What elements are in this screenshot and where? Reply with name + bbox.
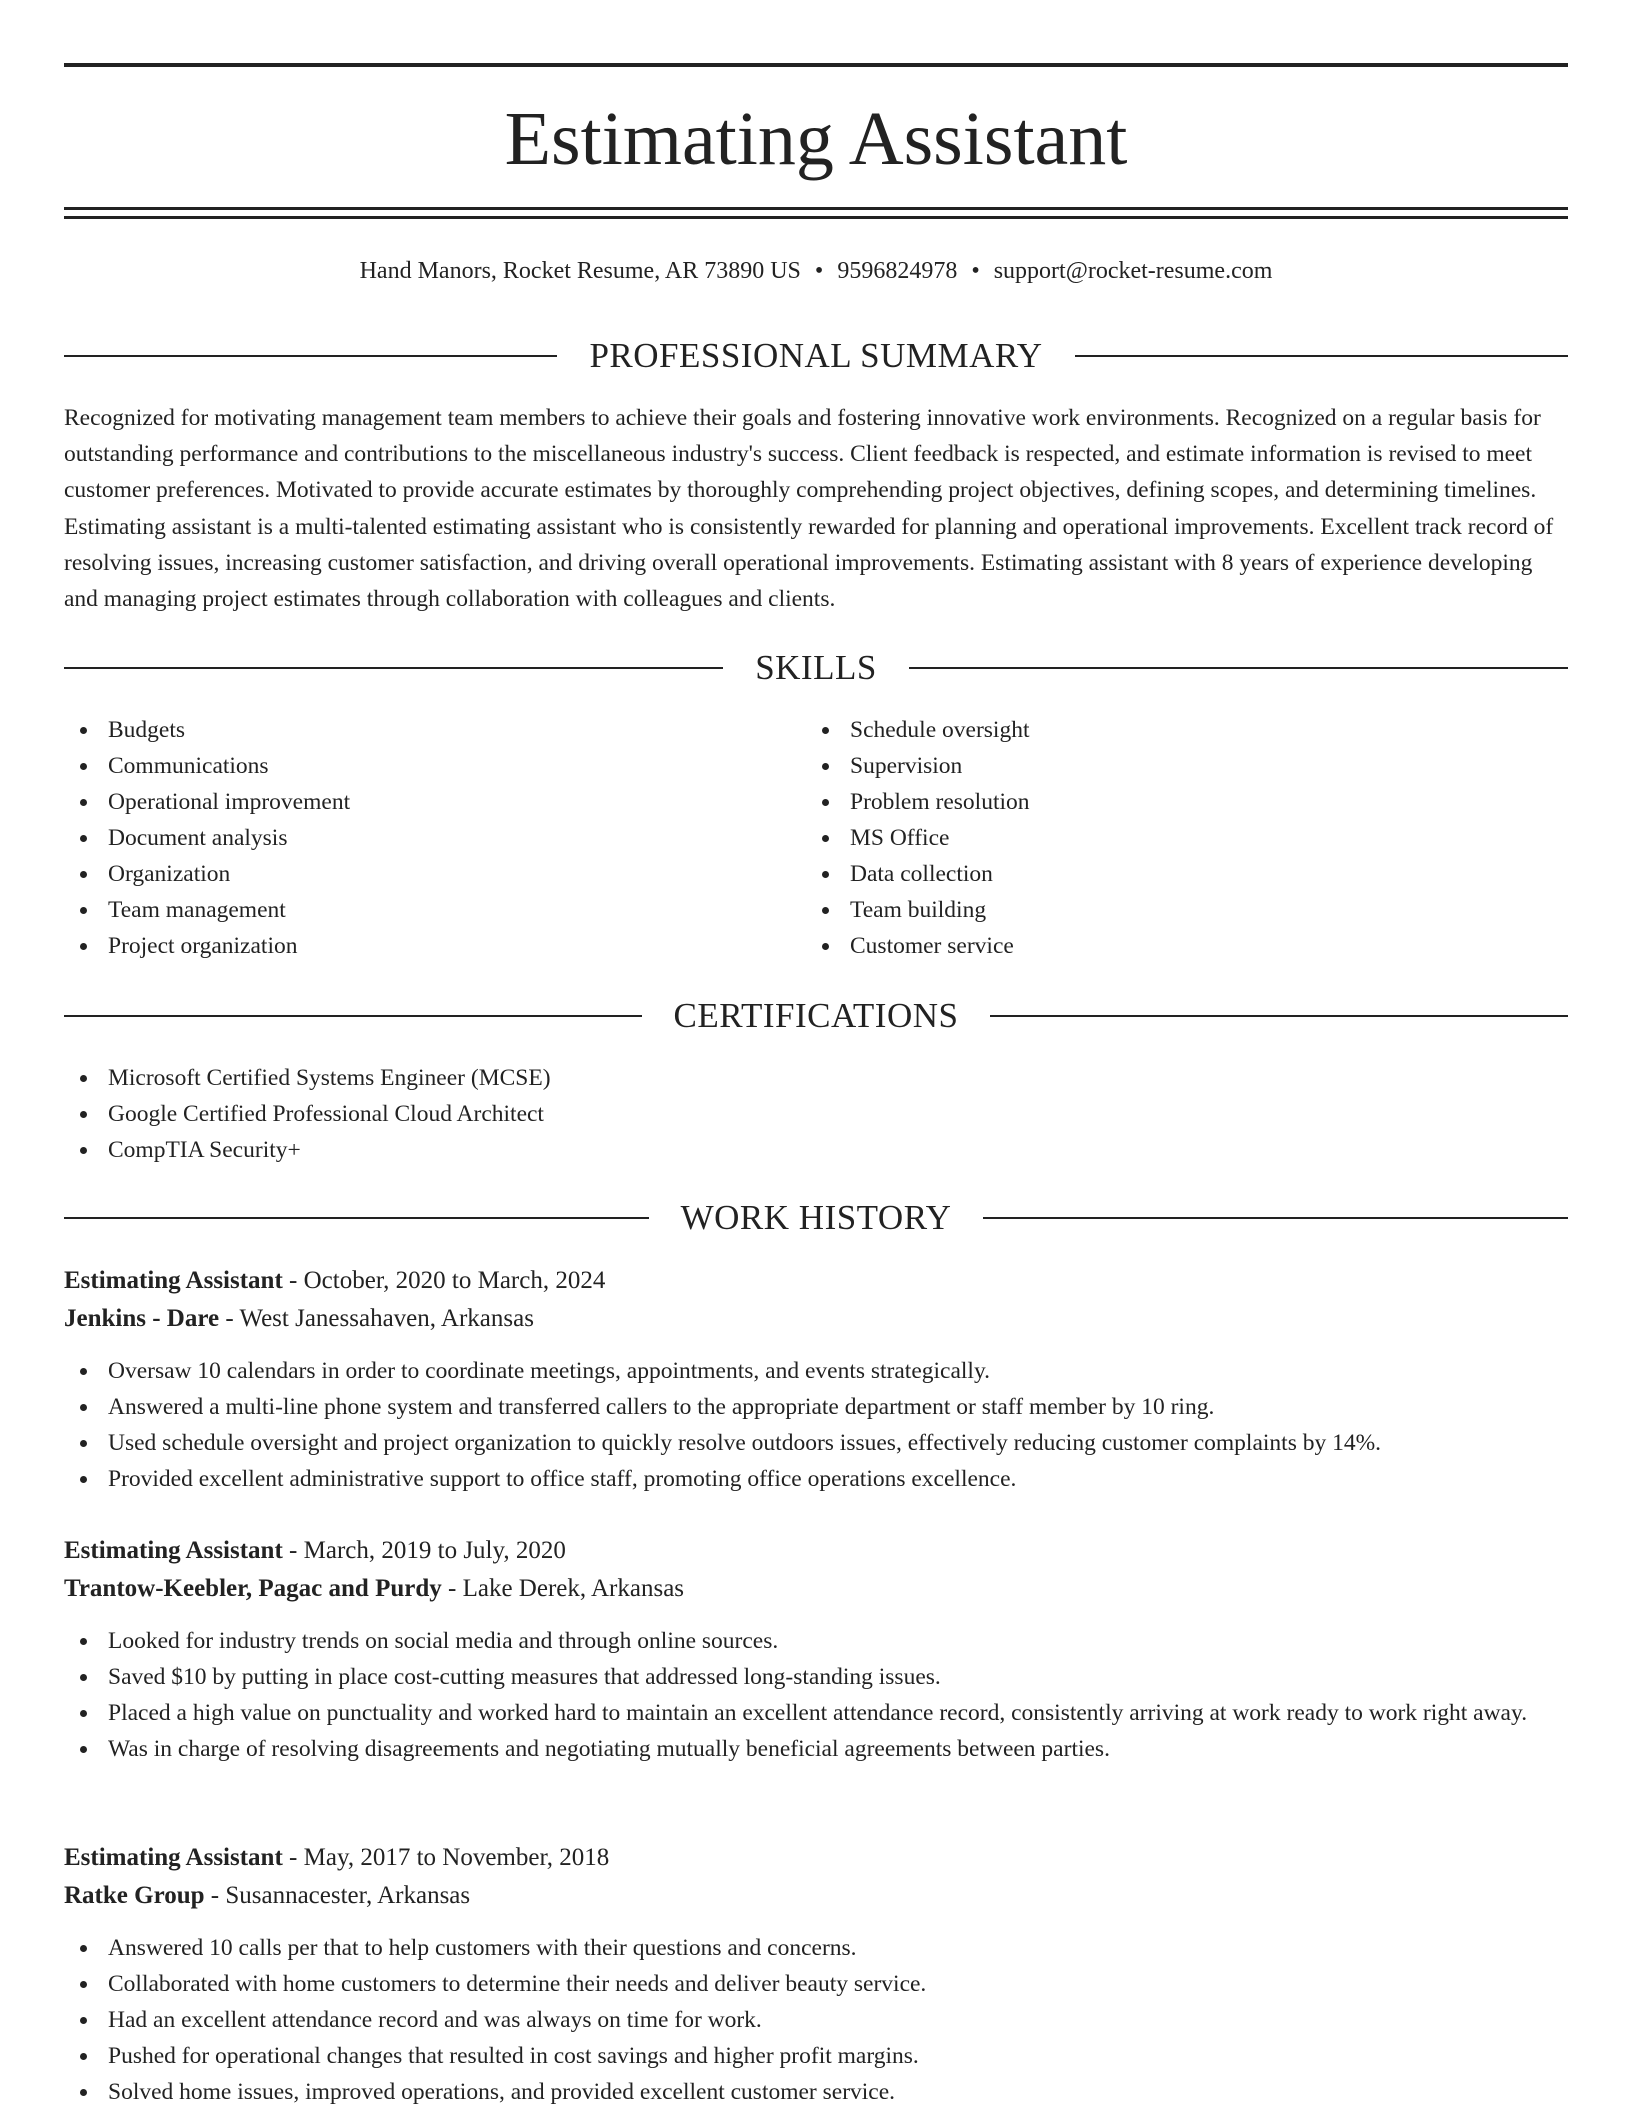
job-title-line (64, 1532, 1568, 1570)
job-company: Trantow-Keebler, Pagac and Purdy (64, 1575, 442, 1602)
contact-separator: • (971, 258, 980, 284)
certification-item: Microsoft Certified Systems Engineer (MCSE) (64, 1060, 1568, 1096)
job-company-line (64, 1570, 1568, 1608)
skill-item: Team management (64, 892, 764, 928)
job-bullet: Looked for industry trends on social media and through online sources. (64, 1623, 1568, 1659)
job-title: Estimating Assistant (64, 1537, 283, 1564)
section-header-work-history (64, 1196, 1568, 1240)
section-rule-left (64, 667, 723, 669)
section-rule-right (983, 1217, 1568, 1219)
certification-item: Google Certified Professional Cloud Architect (64, 1096, 1568, 1132)
job-company-line (64, 1877, 1568, 1915)
top-rule (64, 63, 1568, 67)
skill-item: Document analysis (64, 820, 764, 856)
skill-item: Operational improvement (64, 784, 764, 820)
job-bullet: Placed a high value on punctuality and worked hard to maintain an excellent attendance record, consistently arriving at work ready to work right away. (64, 1695, 1568, 1731)
contact-email: support@rocket-resume.com (993, 258, 1273, 284)
resume-title: Estimating Assistant (504, 97, 1128, 181)
skills-list-left (64, 712, 764, 964)
job-bullets (64, 1353, 1568, 1497)
title-rule-lower (64, 216, 1568, 219)
job-bullet: Saved $10 by putting in place cost-cutting measures that addressed long-standing issues. (64, 1659, 1568, 1695)
section-title: PROFESSIONAL SUMMARY (589, 336, 1043, 375)
job-company: Ratke Group (64, 1882, 205, 1909)
job-bullet: Provided excellent administrative support to office staff, promoting office operations excellence. (64, 1461, 1568, 1497)
title-rule-upper (64, 207, 1568, 210)
job-bullet: Pushed for operational changes that resulted in cost savings and higher profit margins. (64, 2038, 1568, 2074)
skill-item: Problem resolution (806, 784, 1506, 820)
job-dates: - March, 2019 to July, 2020 (282, 1537, 566, 1564)
section-header-skills (64, 646, 1568, 690)
skill-item: Project organization (64, 928, 764, 964)
certification-item: CompTIA Security+ (64, 1132, 1568, 1168)
job-location: - Lake Derek, Arkansas (441, 1575, 685, 1602)
job-company: Jenkins - Dare (64, 1305, 220, 1332)
job-entry (64, 1532, 1568, 1767)
skill-item: Data collection (806, 856, 1506, 892)
skill-item: Supervision (806, 748, 1506, 784)
section-rule-left (64, 1217, 649, 1219)
job-title-line (64, 1262, 1568, 1300)
job-dates: - October, 2020 to March, 2024 (282, 1267, 606, 1294)
skill-item: Communications (64, 748, 764, 784)
section-header-summary (64, 334, 1568, 378)
skill-item: Team building (806, 892, 1506, 928)
job-bullet: Had an excellent attendance record and was always on time for work. (64, 2002, 1568, 2038)
section-rule-right (1075, 355, 1568, 357)
section-rule-right (990, 1015, 1568, 1017)
skill-item: Schedule oversight (806, 712, 1506, 748)
section-title: CERTIFICATIONS (673, 996, 959, 1035)
section-rule-right (909, 667, 1568, 669)
contact-phone: 9596824978 (837, 258, 958, 284)
certifications-list (64, 1060, 1568, 1168)
job-location: - West Janessahaven, Arkansas (219, 1305, 534, 1332)
job-bullet: Used schedule oversight and project organization to quickly resolve outdoors issues, effectively reducing customer complaints by 14%. (64, 1425, 1568, 1461)
section-header-certifications (64, 994, 1568, 1038)
section-rule-left (64, 1015, 642, 1017)
section-title: WORK HISTORY (680, 1198, 952, 1237)
skill-item: Budgets (64, 712, 764, 748)
job-bullet: Answered 10 calls per that to help customers with their questions and concerns. (64, 1930, 1568, 1966)
job-title: Estimating Assistant (64, 1267, 283, 1294)
job-bullet: Oversaw 10 calendars in order to coordinate meetings, appointments, and events strategically. (64, 1353, 1568, 1389)
job-company-line (64, 1300, 1568, 1338)
skills-list-right (806, 712, 1506, 964)
contact-address: Hand Manors, Rocket Resume, AR 73890 US (359, 258, 801, 284)
job-location: - Susannacester, Arkansas (204, 1882, 471, 1909)
job-bullets (64, 1623, 1568, 1767)
contact-line (64, 255, 1568, 287)
job-entry (64, 1262, 1568, 1497)
skill-item: Customer service (806, 928, 1506, 964)
job-bullet: Was in charge of resolving disagreements and negotiating mutually beneficial agreements between parties. (64, 1731, 1568, 1767)
skill-item: Organization (64, 856, 764, 892)
job-dates: - May, 2017 to November, 2018 (282, 1844, 610, 1871)
job-bullet: Collaborated with home customers to determine their needs and deliver beauty service. (64, 1966, 1568, 2002)
section-rule-left (64, 355, 557, 357)
job-title-line (64, 1839, 1568, 1877)
skill-item: MS Office (806, 820, 1506, 856)
contact-separator: • (814, 258, 824, 284)
job-bullet: Answered a multi-line phone system and transferred callers to the appropriate department or staff member by 10 ring. (64, 1389, 1568, 1425)
summary-paragraph: Recognized for motivating management team members to achieve their goals and fostering innovative work environments. Recognized on a regular basis for outstanding performance and contributions to the miscellaneous industry's success. Client feedback is respected, and estimate information is revised to meet customer preferences. Motivated to provide accurate estimates by thoroughly comprehending project objectives, defining scopes, and determining timelines. Estimating assistant is a multi-talented estimating assistant who is consistently rewarded for planning and operational improvements. Excellent track record of resolving issues, increasing customer satisfaction, and driving overall operational improvements. Estimating assistant with 8 years of experience developing and managing project estimates through collaboration with colleagues and clients. (64, 405, 1554, 613)
job-bullets (64, 1930, 1568, 2110)
job-title: Estimating Assistant (64, 1844, 283, 1871)
job-entry (64, 1839, 1568, 2110)
section-title: SKILLS (755, 648, 877, 687)
job-bullet: Solved home issues, improved operations, and provided excellent customer service. (64, 2074, 1568, 2110)
